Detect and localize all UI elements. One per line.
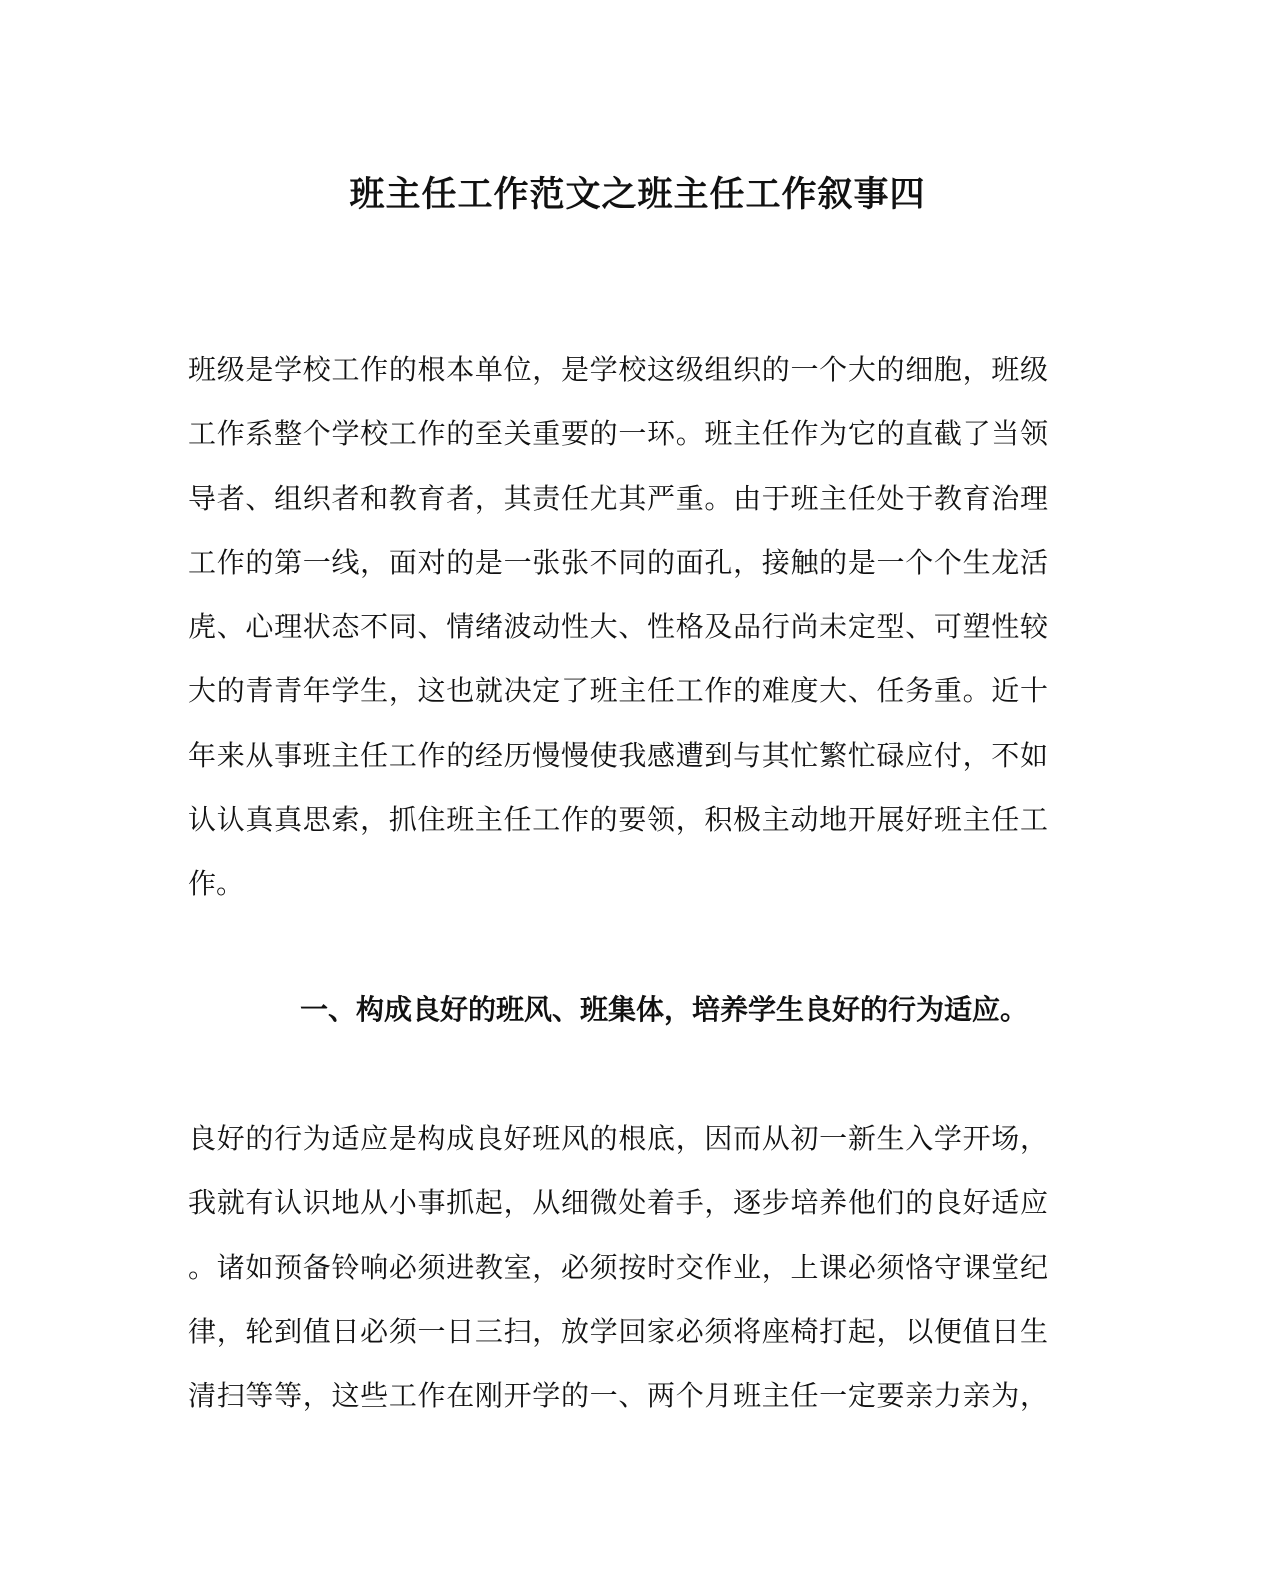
paragraph-line: 大的青青年学生，这也就决定了班主任工作的难度大、任务重。近十: [188, 674, 1048, 708]
paragraph-line: 班级是学校工作的根本单位，是学校这级组织的一个大的细胞，班级: [188, 353, 1048, 386]
paragraph-line: 工作的第一线，面对的是一张张不同的面孔，接触的是一个个生龙活: [188, 545, 1048, 579]
paragraph-habits: [188, 1107, 1048, 1428]
paragraph-line: 工作系整个学校工作的至关重要的一环。班主任作为它的直截了当领: [188, 417, 1048, 451]
paragraph-intro: [188, 338, 1048, 917]
document-title: 班主任工作范文之班主任工作叙事四: [349, 174, 926, 215]
paragraph-line: 良好的行为适应是构成良好班风的根底，因而从初一新生入学开场，: [188, 1122, 1048, 1155]
paragraph-line: 虎、心理状态不同、情绪波动性大、性格及品行尚未定型、可塑性较: [188, 610, 1048, 644]
paragraph-line: 年来从事班主任工作的经历慢慢使我感遭到与其忙繁忙碌应付，不如: [188, 738, 1048, 772]
paragraph-line: 我就有认识地从小事抓起，从细微处着手，逐步培养他们的良好适应: [188, 1186, 1048, 1220]
section-heading: 一、构成良好的班风、班集体，培养学生良好的行为适应。: [300, 993, 1029, 1026]
paragraph-line: 清扫等等，这些工作在刚开学的一、两个月班主任一定要亲力亲为，: [188, 1379, 1048, 1413]
paragraph-line: 作。: [188, 867, 245, 901]
paragraph-line: 。诸如预备铃响必须进教室，必须按时交作业，上课必须恪守课堂纪: [188, 1250, 1048, 1284]
paragraph-line: 导者、组织者和教育者，其责任尤其严重。由于班主任处于教育治理: [188, 481, 1048, 515]
paragraph-line: 认认真真思索，抓住班主任工作的要领，积极主动地开展好班主任工: [188, 803, 1048, 837]
paragraph-line: 律，轮到值日必须一日三扫，放学回家必须将座椅打起，以便值日生: [188, 1314, 1048, 1348]
